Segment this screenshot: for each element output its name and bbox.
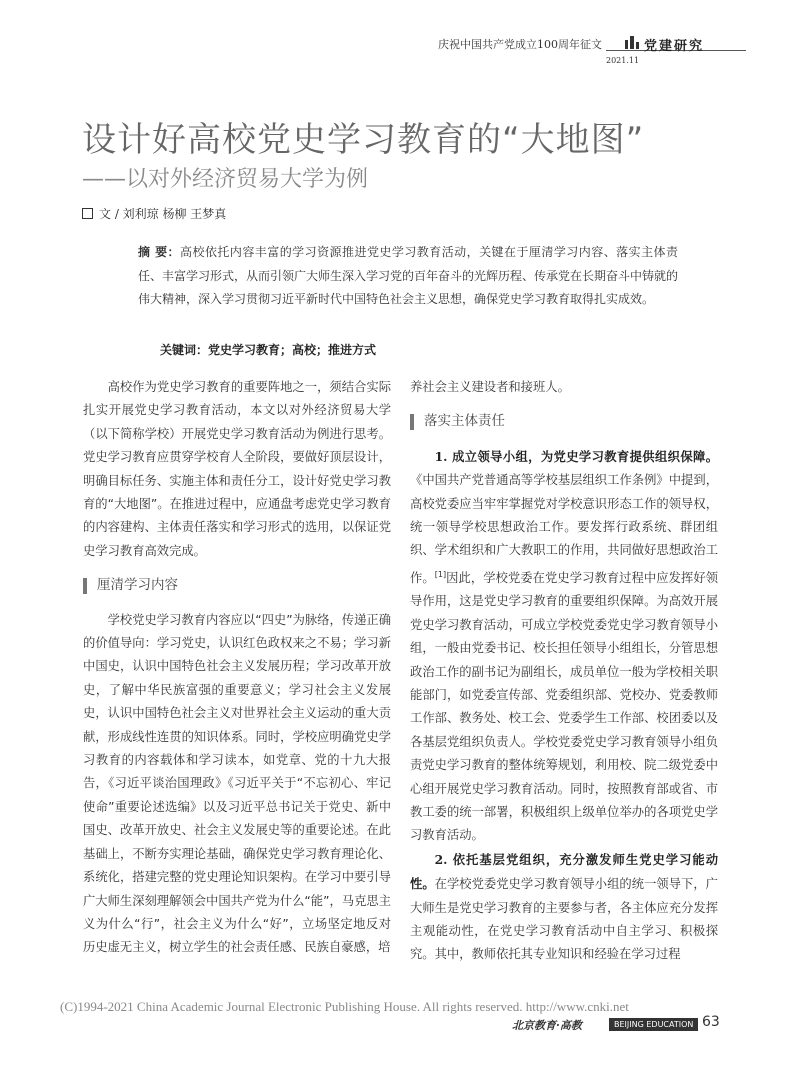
subsection-body-cont: 因此，学校党委在党史学习教育过程中应发挥好领导作用，这是党史学习教育的重要组织保障。为高效开展党史学习教育活动，可成立学校党委党史学习教育领导小组，一般由党委书记、校长担任领导小组组长，分管思想政治工作的副书记为副组长，成员单位一般为学校相关职能部门，如党委宣传部、党委组织部、党校办、党委教师工作部、教务处、校工会、党委学生工作部、校团委以及各基层党组织负责人。学校党委党史学习教育领导小组负责党史学习教育的整体统筹规划，利用校、院二级党委中心组开展党史学习教育活动。同时，按照教育部或省、市教工委的统一部署，积极组织上级单位举办的各项党史学习教育活动。: [410, 570, 718, 843]
authors-text: 文 / 刘利琼 杨柳 王梦真: [99, 207, 227, 221]
subsection-title: 1. 成立领导小组，为党史学习教育提供组织保障。: [434, 448, 718, 464]
article-subtitle: ——以对外经济贸易大学为例: [82, 167, 369, 192]
keywords: 关键词：党史学习教育；高校；推进方式: [160, 343, 377, 357]
header-date: 2021.11: [606, 56, 640, 65]
section-bar: [410, 414, 414, 430]
square-icon: [82, 208, 93, 219]
subsection-paragraph: [410, 848, 718, 967]
abstract: [138, 241, 678, 312]
subsection-body: 在学校党委党史学习教育领导小组的统一领导下，广大师生是党史学习教育的主要参与者，各主体应充分发挥主观能动性，在党史学习教育活动中自主学习、积极探究。其中，教师依托其专业知识和经验在学习过程: [410, 877, 718, 962]
copyright-notice: (C)1994-2021 China Academic Journal Electronic Publishing House. All rights reserved. http://www.cnki.net: [60, 999, 629, 1014]
publication-badge: BEIJING EDUCATION: [609, 1018, 698, 1031]
building-icon: [624, 34, 640, 50]
subsection-body: 《中国共产党普通高等学校基层组织工作条例》中提到，高校党委应当牢牢掌握党对学校意识形态工作的领导权，统一领导学校思想政治工作。要发挥行政系统、群团组织、学术组织和广大教职工的作用，共同做好思想政治工作。: [410, 473, 718, 585]
section-body: 学校党史学习教育内容应以“四史”为脉络，传递正确的价值导向：学习党史，认识红色政权来之不易；学习新中国史，认识中国特色社会主义发展历程；学习改革开放史，了解中华民族富强的重要意义；学习社会主义发展史，认识中国特色社会主义对世界社会主义运动的重大贡献，形成线性连贯的知识体系。同时，学校应明确党史学习教育的内容载体和学习读本，如党章、党的十九大报告，《习近平谈治国理政》《习近平关于“不忘初心、牢记使命”重要论述选编》以及习近平总书记关于党史、新中国史、改革开放史、社会主义发展史等的重要论述。在此基础上，不断夯实理论基础，确保党史学习教育理论化、系统化，搭建完整的党史理论知识架构。在学习中要引导广大师生深刻理解领会中国共产党为什么“能”，马克思主义为什么“行”，社会主义为什么“好”，立场坚定地反对历史虚无主义，树立学生的社会责任感、民族自豪感，培: [83, 612, 391, 955]
header-section-name: 党建研究: [644, 39, 705, 54]
right-column: [410, 376, 718, 967]
publication-name: 北京教育·高教: [512, 1019, 582, 1032]
section-bar: [83, 578, 87, 594]
section-heading: [83, 574, 391, 597]
continuation-paragraph: 养社会主义建设者和接班人。: [410, 380, 570, 394]
article-authors: [82, 205, 226, 222]
intro-paragraph: 高校作为党史学习教育的重要阵地之一，须结合实际扎实开展党史学习教育活动，本文以对外经济贸易大学（以下简称学校）开展党史学习教育活动为例进行思考。党史学习教育应贯穿学校育人全阶段，要做好顶层设计，明确目标任务、实施主体和责任分工，设计好党史学习教育的“大地图”。在推进过程中，应通盘考虑党史学习教育的内容建构、主体责任落实和学习形式的选用，以保证党史学习教育高效完成。: [83, 380, 391, 558]
abstract-label: 摘 要：: [138, 245, 181, 259]
section-title: 厘清学习内容: [97, 577, 178, 594]
subsection-title: 2. 依托基层党组织，充分激发师生党史学习能动性。: [410, 851, 718, 892]
section-heading: [410, 410, 718, 433]
section-title: 落实主体责任: [424, 413, 505, 430]
citation-ref: [1]: [434, 569, 447, 579]
page-number: 63: [702, 1014, 720, 1030]
header-celebrate-text: 庆祝中国共产党成立100周年征文: [438, 38, 602, 51]
subsection-paragraph: [410, 445, 718, 848]
left-column: [83, 376, 391, 960]
abstract-text: 高校依托内容丰富的学习资源推进党史学习教育活动，关键在于厘清学习内容、落实主体责任、丰富学习形式，从而引领广大师生深入学习党的百年奋斗的光辉历程、传承党在长期奋斗中铸就的伟大精神，深入学习贯彻习近平新时代中国特色社会主义思想，确保党史学习教育取得扎实成效。: [138, 245, 679, 306]
article-title: 设计好高校党史学习教育的“大地图”: [82, 120, 645, 160]
